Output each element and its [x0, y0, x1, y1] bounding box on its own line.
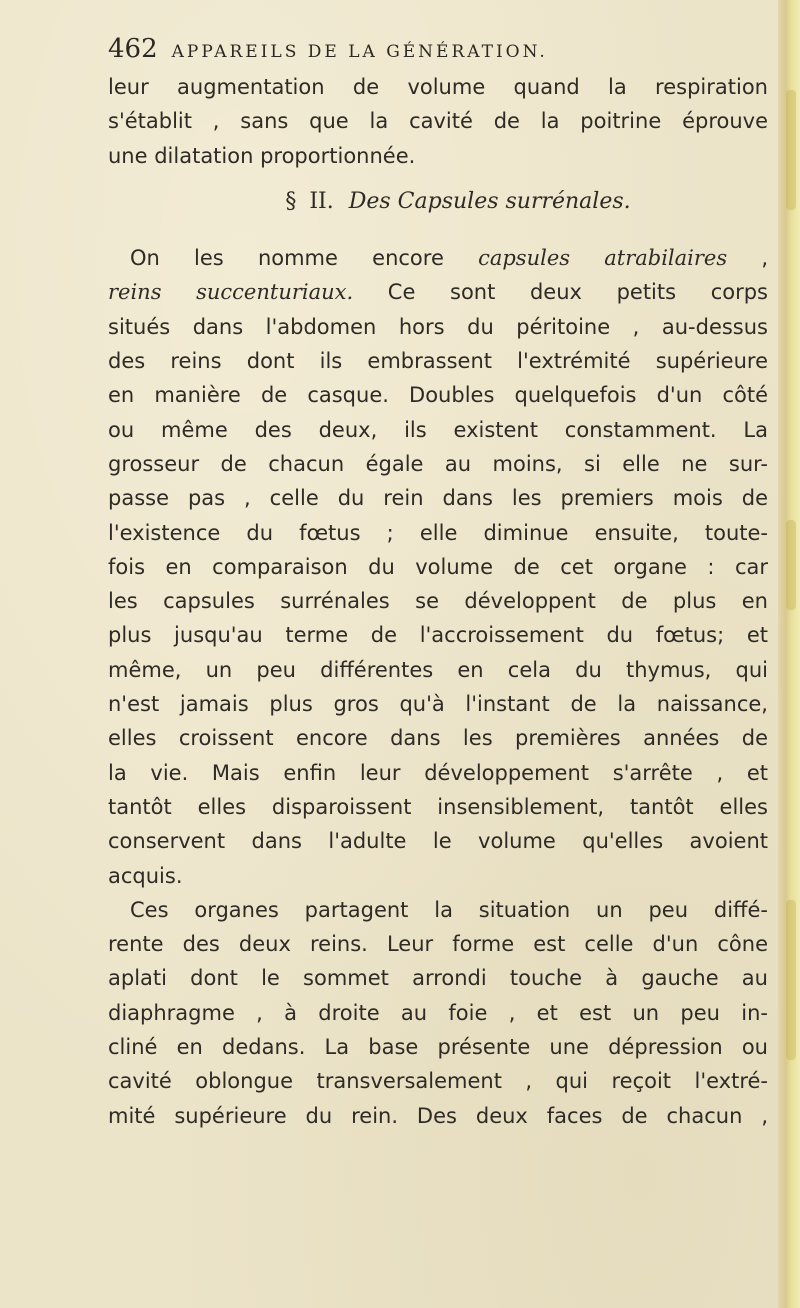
- text-line: fois en comparaison du volume de cet organe : car: [108, 554, 768, 579]
- text-line: tantôt elles disparoissent insensiblement, tantôt elles: [108, 794, 768, 819]
- running-head: APPAREILS DE LA GÉNÉRATION.: [171, 42, 548, 62]
- text-block: [108, 32, 768, 1133]
- page-edge: [778, 0, 800, 1308]
- text-line: acquis.: [108, 863, 183, 888]
- text-line: cliné en dedans. La base présente une dépression ou: [108, 1035, 768, 1060]
- text-line: n'est jamais plus gros qu'à l'instant de la naissance,: [108, 692, 768, 717]
- text-line: passe pas , celle du rein dans les premiers mois de: [108, 486, 768, 511]
- text-line: elles croissent encore dans les premières années de: [108, 726, 768, 751]
- text-line: mité supérieure du rein. Des deux faces de chacun ,: [108, 1103, 768, 1128]
- section-title: Des Capsules surrénales.: [348, 188, 631, 214]
- text-line: des reins dont ils embrassent l'extrémité supérieure: [108, 349, 768, 374]
- text-line: diaphragme , à droite au foie , et est un peu in-: [108, 1000, 768, 1025]
- italic-term: capsules atrabilaires: [478, 246, 728, 271]
- text-line: leur augmentation de volume quand la respiration: [108, 75, 768, 99]
- edge-stain: [786, 520, 796, 610]
- text-line: plus jusqu'au terme de l'accroissement du fœtus; et: [108, 623, 768, 648]
- section-number: II.: [309, 188, 334, 214]
- text-line: l'existence du fœtus ; elle diminue ensuite, toute-: [108, 520, 768, 545]
- text-line: Ces organes partagent la situation un peu diffé-: [130, 897, 768, 922]
- text-line: rente des deux reins. Leur forme est celle d'un cône: [108, 932, 768, 957]
- text-line: grosseur de chacun égale au moins, si elle ne sur-: [108, 451, 768, 476]
- text-line: ou même des deux, ils existent constamment. La: [108, 417, 768, 442]
- edge-stain: [786, 90, 796, 210]
- italic-term: reins succenturiaux.: [108, 280, 354, 305]
- text-line: les capsules surrénales se développent de plus en: [108, 589, 768, 614]
- paragraph: [108, 893, 768, 1133]
- text-line: aplati dont le sommet arrondi touche à gauche au: [108, 966, 768, 991]
- text-line: en manière de casque. Doubles quelquefois d'un côté: [108, 383, 768, 408]
- text-run: On les nomme encore: [130, 246, 479, 271]
- text-line: [108, 241, 768, 275]
- text-line: même, un peu différentes en cela du thymus, qui: [108, 657, 768, 682]
- text-run: Ce sont deux petits corps: [353, 280, 768, 305]
- section-heading: [108, 185, 768, 219]
- text-line: la vie. Mais enfin leur développement s'arrête , et: [108, 760, 768, 785]
- section-sign: §: [285, 188, 297, 214]
- text-line: une dilatation proportionnée.: [108, 143, 416, 168]
- text-line: [108, 275, 768, 309]
- text-line: conservent dans l'adulte le volume qu'elles avoient: [108, 829, 768, 854]
- text-line: situés dans l'abdomen hors du péritoine , au-dessus: [108, 314, 768, 339]
- text-line: s'établit , sans que la cavité de la poitrine éprouve: [108, 109, 768, 134]
- paragraph: [108, 241, 768, 893]
- text-line: cavité oblongue transversalement , qui reçoit l'extré-: [108, 1069, 768, 1094]
- intro-text: [108, 70, 768, 173]
- edge-stain: [786, 900, 796, 1060]
- page-number: 462: [108, 34, 158, 64]
- running-header: [108, 32, 768, 70]
- text-run: ,: [727, 246, 768, 271]
